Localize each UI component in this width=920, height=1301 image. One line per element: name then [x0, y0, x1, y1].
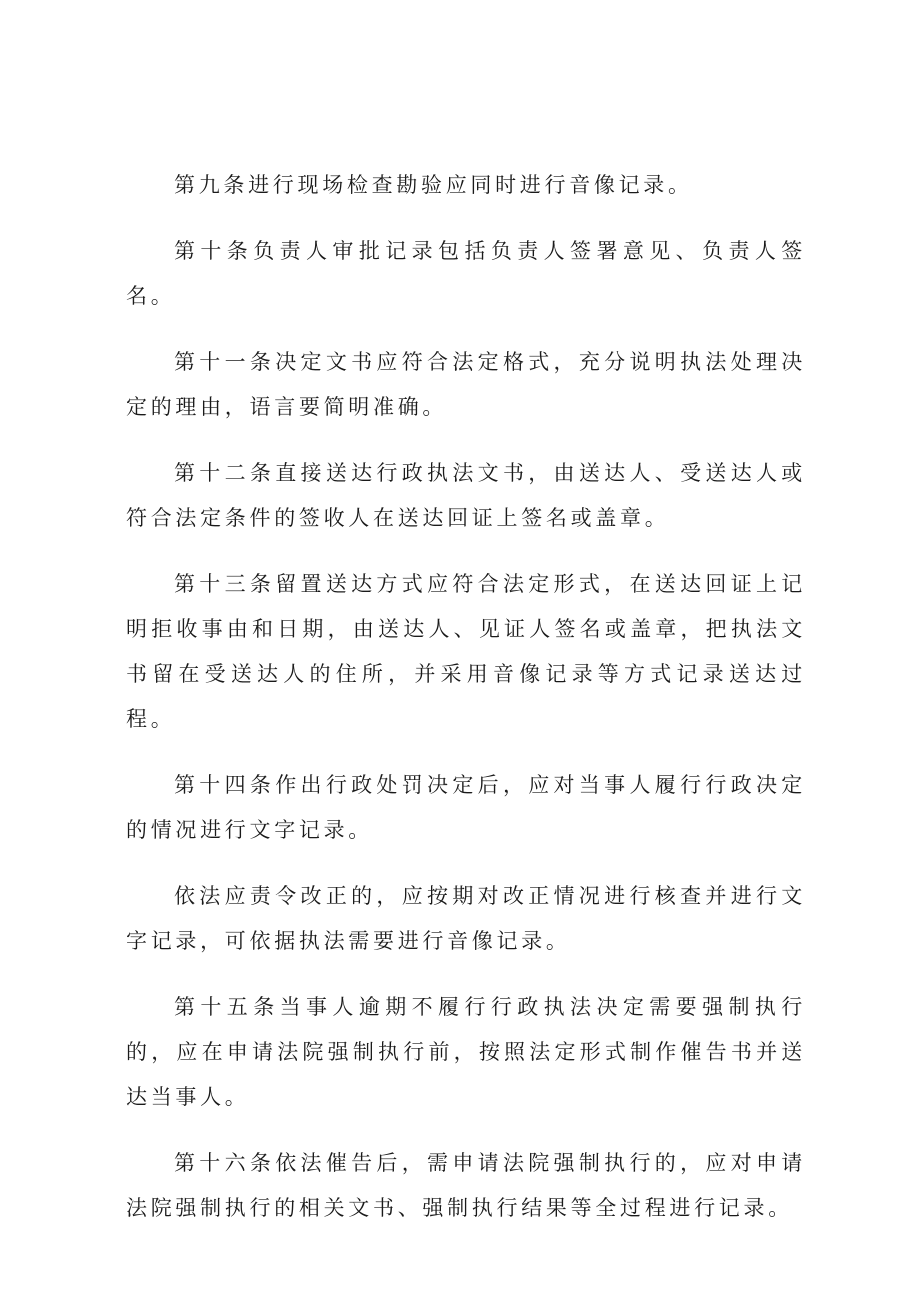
- paragraph-article-12: 第十二条直接送达行政执法文书，由送达人、受送达人或符合法定条件的签收人在送达回证上签名或盖章。: [126, 461, 806, 530]
- paragraph-article-10: 第十条负责人审批记录包括负责人签署意见、负责人签名。: [126, 239, 806, 308]
- paragraph-article-9: 第九条进行现场检查勘验应同时进行音像记录。: [174, 173, 693, 197]
- paragraph-article-14-correction: 依法应责令改正的，应按期对改正情况进行核查并进行文字记录，可依据执法需要进行音像记录。: [126, 884, 806, 953]
- paragraph-article-15: 第十五条当事人逾期不履行行政执法决定需要强制执行的，应在申请法院强制执行前，按照法定形式制作催告书并送达当事人。: [126, 995, 806, 1109]
- paragraph-article-13: 第十三条留置送达方式应符合法定形式，在送达回证上记明拒收事由和日期，由送达人、见证人签名或盖章，把执法文书留在受送达人的住所，并采用音像记录等方式记录送达过程。: [126, 572, 806, 731]
- paragraph-article-11: 第十一条决定文书应符合法定格式，充分说明执法处理决定的理由，语言要简明准确。: [126, 350, 806, 419]
- document-body: [126, 163, 806, 1252]
- paragraph-article-14: 第十四条作出行政处罚决定后，应对当事人履行行政决定的情况进行文字记录。: [126, 773, 806, 842]
- paragraph-article-16: 第十六条依法催告后，需申请法院强制执行的，应对申请法院强制执行的相关文书、强制执行结果等全过程进行记录。: [126, 1151, 806, 1220]
